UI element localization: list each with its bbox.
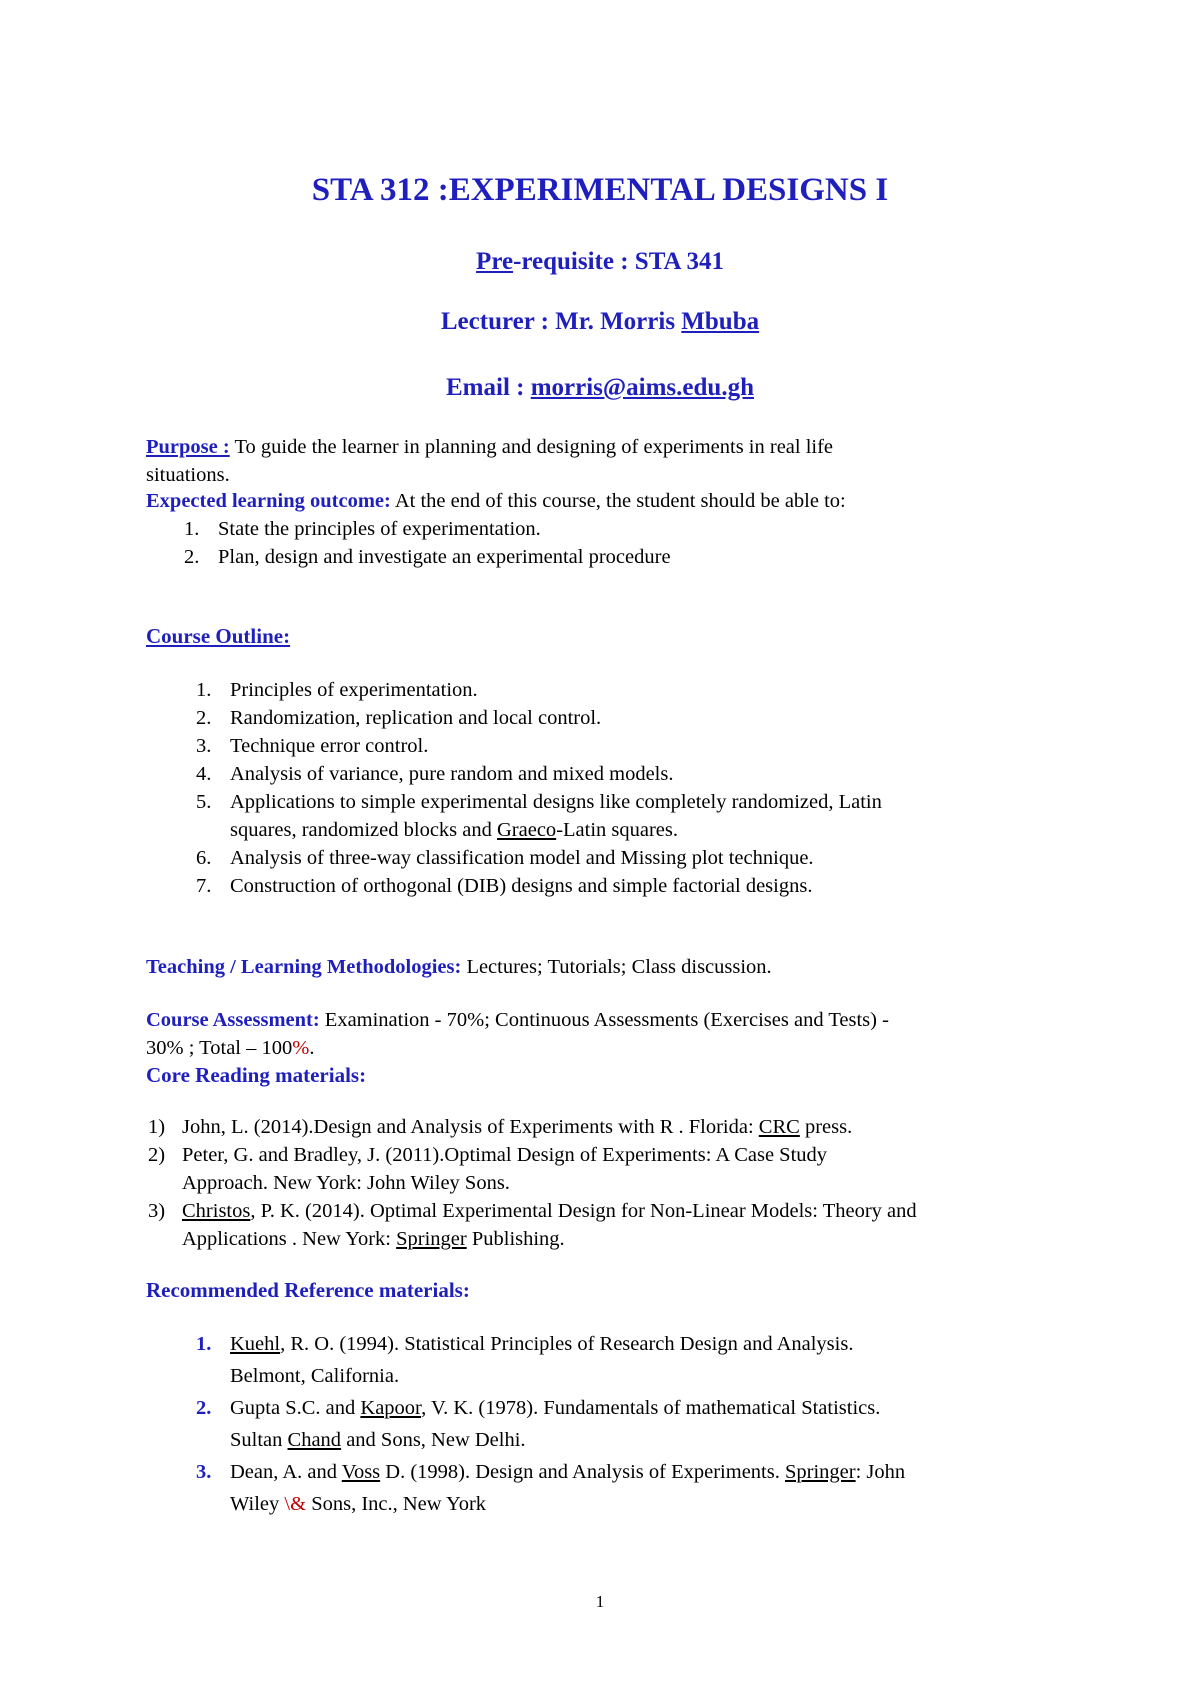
- list-item: 3. Technique error control.: [196, 735, 429, 757]
- purpose-line2: situations.: [146, 464, 230, 486]
- expected-outcome-paragraph: [146, 487, 1056, 515]
- page-number: 1: [595, 1592, 605, 1611]
- assessment-label: Course Assessment:: [146, 1009, 320, 1031]
- purpose-label: Purpose :: [146, 436, 230, 458]
- page-title: STA 312 :EXPERIMENTAL DESIGNS I: [311, 172, 889, 208]
- purpose-line1: To guide the learner in planning and designing of experiments in real life: [229, 436, 834, 458]
- teaching-methodologies: [146, 953, 1056, 981]
- core-reading-list: [148, 1113, 1062, 1253]
- prerequisite-rest: -requisite : STA 341: [513, 248, 724, 275]
- prerequisite-prefix: Pre: [476, 248, 514, 275]
- email-label: Email :: [446, 374, 531, 401]
- list-item: 5. Applications to simple experimental designs like completely randomized, Latin squares, randomized blocks and Graeco-Latin squares.: [196, 791, 882, 841]
- course-outline-heading: Course Outline:: [146, 624, 291, 648]
- list-item: 1. Principles of experimentation.: [196, 679, 478, 701]
- list-item: 7. Construction of orthogonal (DIB) designs and simple factorial designs.: [196, 875, 813, 897]
- list-item: 6. Analysis of three-way classification model and Missing plot technique.: [196, 847, 814, 869]
- list-item: 3. Dean, A. and Voss D. (1998). Design and Analysis of Experiments. Springer: John Wiley \& Sons, Inc., New York: [196, 1461, 906, 1515]
- list-item: 3) Christos, P. K. (2014). Optimal Experimental Design for Non-Linear Models: Theory and Applications . New York: Springer Publishing.: [148, 1200, 917, 1250]
- list-item: 2. Gupta S.C. and Kapoor, V. K. (1978). Fundamentals of mathematical Statistics. Sultan Chand and Sons, New Delhi.: [196, 1397, 881, 1451]
- recommended-list: [196, 1328, 1060, 1520]
- list-item: 2. Plan, design and investigate an experimental procedure: [184, 546, 671, 568]
- recommended-heading: Recommended Reference materials:: [146, 1278, 470, 1302]
- teaching-text: Lectures; Tutorials; Class discussion.: [461, 956, 772, 978]
- course-assessment: Course Assessment: Examination - 70%; Continuous Assessments (Exercises and Tests) - 30% ; Total – 100%.: [146, 1009, 889, 1059]
- lecturer-prefix: Lecturer : Mr. Morris: [440, 308, 682, 335]
- email-link[interactable]: morris@aims.edu.gh: [530, 374, 754, 401]
- lecturer-name: Mbuba: [681, 308, 760, 335]
- list-item: 1) John, L. (2014).Design and Analysis of Experiments with R . Florida: CRC press.: [148, 1116, 853, 1138]
- expected-label: Expected learning outcome:: [146, 490, 391, 512]
- list-item: 4. Analysis of variance, pure random and mixed models.: [196, 763, 674, 785]
- list-item: 2) Peter, G. and Bradley, J. (2011).Optimal Design of Experiments: A Case Study Approach. New York: John Wiley Sons.: [148, 1144, 828, 1194]
- list-item: 2. Randomization, replication and local control.: [196, 707, 602, 729]
- core-reading-heading: Core Reading materials:: [146, 1063, 367, 1087]
- teaching-label: Teaching / Learning Methodologies:: [146, 956, 462, 978]
- list-item: 1. State the principles of experimentation.: [184, 518, 541, 540]
- course-outline-list: [196, 676, 1070, 900]
- list-item: 1. Kuehl, R. O. (1994). Statistical Principles of Research Design and Analysis. Belmont, California.: [196, 1333, 854, 1387]
- prerequisite-line: [0, 248, 1200, 276]
- lecturer-line: [0, 308, 1200, 336]
- expected-outcome-list: [184, 515, 1058, 571]
- purpose-paragraph: [146, 433, 1056, 489]
- expected-text: At the end of this course, the student should be able to:: [390, 490, 846, 512]
- email-line: [0, 374, 1200, 402]
